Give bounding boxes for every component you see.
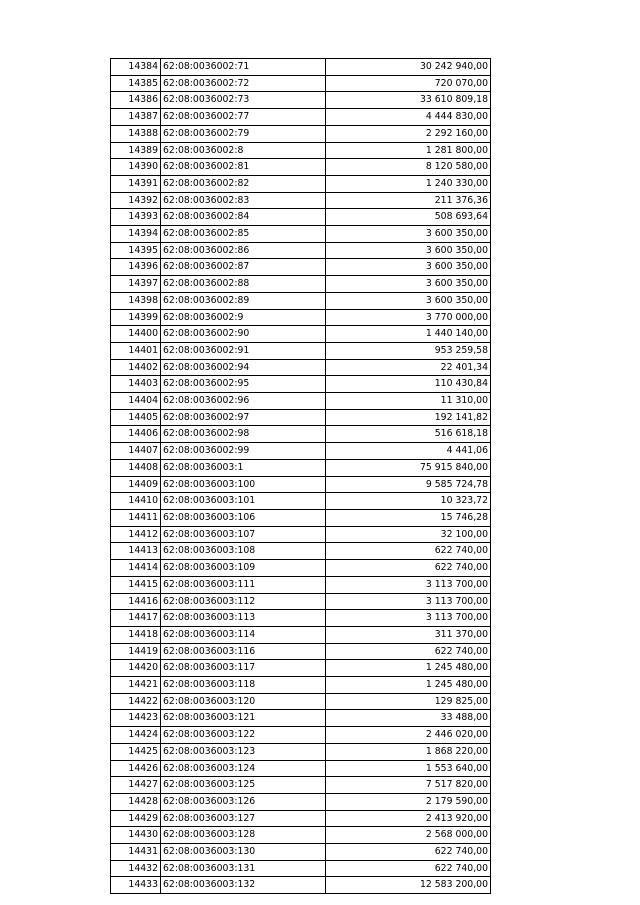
table-row [111,326,491,343]
row-number-cell: 14416 [111,593,161,610]
value-cell: 22 401,34 [326,359,491,376]
cadastral-number-cell: 62:08:0036002:84 [161,209,326,226]
row-number-cell: 14395 [111,242,161,259]
table-row [111,693,491,710]
value-cell: 622 740,00 [326,560,491,577]
row-number-cell: 14389 [111,142,161,159]
cadastral-number-cell: 62:08:0036002:72 [161,75,326,92]
row-number-cell: 14432 [111,860,161,877]
value-cell: 622 740,00 [326,543,491,560]
cadastral-number-cell: 62:08:0036003:126 [161,793,326,810]
table-row [111,626,491,643]
row-number-cell: 14417 [111,610,161,627]
row-number-cell: 14390 [111,159,161,176]
cadastral-number-cell: 62:08:0036003:120 [161,693,326,710]
cadastral-number-cell: 62:08:0036002:71 [161,59,326,76]
row-number-cell: 14431 [111,844,161,861]
cadastral-number-cell: 62:08:0036003:113 [161,610,326,627]
cadastral-number-cell: 62:08:0036002:73 [161,92,326,109]
table-body [111,59,491,894]
table-row [111,660,491,677]
row-number-cell: 14397 [111,276,161,293]
value-cell: 2 413 920,00 [326,810,491,827]
row-number-cell: 14408 [111,459,161,476]
row-number-cell: 14415 [111,576,161,593]
table-row [111,242,491,259]
value-cell: 2 292 160,00 [326,125,491,142]
value-cell: 3 600 350,00 [326,292,491,309]
table-row [111,509,491,526]
row-number-cell: 14419 [111,643,161,660]
cadastral-number-cell: 62:08:0036002:97 [161,409,326,426]
value-cell: 3 600 350,00 [326,259,491,276]
value-cell: 11 310,00 [326,393,491,410]
row-number-cell: 14391 [111,175,161,192]
table-row [111,743,491,760]
value-cell: 1 240 330,00 [326,175,491,192]
row-number-cell: 14386 [111,92,161,109]
row-number-cell: 14398 [111,292,161,309]
table-row [111,493,491,510]
cadastral-number-cell: 62:08:0036003:130 [161,844,326,861]
row-number-cell: 14428 [111,793,161,810]
table-row [111,543,491,560]
row-number-cell: 14400 [111,326,161,343]
row-number-cell: 14426 [111,760,161,777]
row-number-cell: 14418 [111,626,161,643]
value-cell: 508 693,64 [326,209,491,226]
row-number-cell: 14409 [111,476,161,493]
cadastral-number-cell: 62:08:0036003:117 [161,660,326,677]
table-row [111,359,491,376]
value-cell: 7 517 820,00 [326,777,491,794]
table-row [111,560,491,577]
cadastral-number-cell: 62:08:0036002:94 [161,359,326,376]
row-number-cell: 14411 [111,509,161,526]
cadastral-number-cell: 62:08:0036003:123 [161,743,326,760]
cadastral-number-cell: 62:08:0036002:90 [161,326,326,343]
row-number-cell: 14427 [111,777,161,794]
table-row [111,526,491,543]
value-cell: 12 583 200,00 [326,877,491,894]
value-cell: 3 113 700,00 [326,610,491,627]
table-row [111,860,491,877]
cadastral-number-cell: 62:08:0036002:81 [161,159,326,176]
table-row [111,710,491,727]
cadastral-number-cell: 62:08:0036003:118 [161,677,326,694]
value-cell: 3 600 350,00 [326,226,491,243]
value-cell: 8 120 580,00 [326,159,491,176]
cadastral-number-cell: 62:08:0036003:132 [161,877,326,894]
row-number-cell: 14420 [111,660,161,677]
cadastral-number-cell: 62:08:0036002:98 [161,426,326,443]
table-row [111,727,491,744]
table-row [111,793,491,810]
table-row [111,476,491,493]
value-cell: 32 100,00 [326,526,491,543]
value-cell: 33 488,00 [326,710,491,727]
row-number-cell: 14406 [111,426,161,443]
value-cell: 3 600 350,00 [326,276,491,293]
row-number-cell: 14402 [111,359,161,376]
value-cell: 953 259,58 [326,342,491,359]
value-cell: 15 746,28 [326,509,491,526]
row-number-cell: 14393 [111,209,161,226]
table-row [111,226,491,243]
value-cell: 3 113 700,00 [326,593,491,610]
cadastral-number-cell: 62:08:0036002:96 [161,393,326,410]
value-cell: 720 070,00 [326,75,491,92]
table-row [111,393,491,410]
cadastral-number-cell: 62:08:0036003:127 [161,810,326,827]
table-row [111,92,491,109]
value-cell: 1 868 220,00 [326,743,491,760]
row-number-cell: 14422 [111,693,161,710]
value-cell: 9 585 724,78 [326,476,491,493]
table-row [111,309,491,326]
value-cell: 1 245 480,00 [326,677,491,694]
value-cell: 192 141,82 [326,409,491,426]
value-cell: 1 553 640,00 [326,760,491,777]
cadastral-number-cell: 62:08:0036003:107 [161,526,326,543]
value-cell: 2 179 590,00 [326,793,491,810]
table-row [111,292,491,309]
row-number-cell: 14423 [111,710,161,727]
table-row [111,59,491,76]
row-number-cell: 14410 [111,493,161,510]
cadastral-number-cell: 62:08:0036002:89 [161,292,326,309]
cadastral-number-cell: 62:08:0036002:8 [161,142,326,159]
cadastral-number-cell: 62:08:0036002:82 [161,175,326,192]
table-row [111,426,491,443]
value-cell: 3 113 700,00 [326,576,491,593]
value-cell: 129 825,00 [326,693,491,710]
row-number-cell: 14430 [111,827,161,844]
value-cell: 311 370,00 [326,626,491,643]
table-row [111,175,491,192]
table-row [111,376,491,393]
value-cell: 33 610 809,18 [326,92,491,109]
row-number-cell: 14421 [111,677,161,694]
row-number-cell: 14429 [111,810,161,827]
cadastral-number-cell: 62:08:0036003:111 [161,576,326,593]
row-number-cell: 14396 [111,259,161,276]
table-row [111,810,491,827]
table-row [111,610,491,627]
value-cell: 516 618,18 [326,426,491,443]
table-row [111,142,491,159]
cadastral-number-cell: 62:08:0036003:121 [161,710,326,727]
value-cell: 2 568 000,00 [326,827,491,844]
value-cell: 10 323,72 [326,493,491,510]
table-row [111,593,491,610]
cadastral-number-cell: 62:08:0036003:116 [161,643,326,660]
value-cell: 211 376,36 [326,192,491,209]
row-number-cell: 14404 [111,393,161,410]
value-cell: 622 740,00 [326,643,491,660]
row-number-cell: 14407 [111,443,161,460]
table-row [111,276,491,293]
table-row [111,827,491,844]
table-row [111,259,491,276]
cadastral-number-cell: 62:08:0036002:77 [161,109,326,126]
cadastral-number-cell: 62:08:0036003:125 [161,777,326,794]
table-row [111,209,491,226]
table-row [111,844,491,861]
value-cell: 3 770 000,00 [326,309,491,326]
cadastral-number-cell: 62:08:0036003:114 [161,626,326,643]
table-row [111,342,491,359]
row-number-cell: 14392 [111,192,161,209]
cadastral-number-cell: 62:08:0036003:1 [161,459,326,476]
value-cell: 4 444 830,00 [326,109,491,126]
cadastral-number-cell: 62:08:0036003:124 [161,760,326,777]
cadastral-number-cell: 62:08:0036002:99 [161,443,326,460]
value-cell: 30 242 940,00 [326,59,491,76]
table-row [111,75,491,92]
cadastral-value-table [110,58,491,894]
row-number-cell: 14433 [111,877,161,894]
value-cell: 1 281 800,00 [326,142,491,159]
table-row [111,159,491,176]
table-row [111,459,491,476]
value-cell: 1 245 480,00 [326,660,491,677]
table-row [111,443,491,460]
table-row [111,192,491,209]
cadastral-number-cell: 62:08:0036003:109 [161,560,326,577]
row-number-cell: 14425 [111,743,161,760]
cadastral-number-cell: 62:08:0036003:112 [161,593,326,610]
value-cell: 75 915 840,00 [326,459,491,476]
cadastral-number-cell: 62:08:0036003:131 [161,860,326,877]
table-row [111,109,491,126]
table-row [111,125,491,142]
row-number-cell: 14399 [111,309,161,326]
row-number-cell: 14388 [111,125,161,142]
row-number-cell: 14387 [111,109,161,126]
table-row [111,677,491,694]
row-number-cell: 14412 [111,526,161,543]
cadastral-number-cell: 62:08:0036003:122 [161,727,326,744]
value-cell: 2 446 020,00 [326,727,491,744]
table-row [111,777,491,794]
table-row [111,760,491,777]
cadastral-number-cell: 62:08:0036003:106 [161,509,326,526]
cadastral-number-cell: 62:08:0036002:85 [161,226,326,243]
value-cell: 622 740,00 [326,860,491,877]
row-number-cell: 14394 [111,226,161,243]
cadastral-number-cell: 62:08:0036002:79 [161,125,326,142]
value-cell: 3 600 350,00 [326,242,491,259]
cadastral-number-cell: 62:08:0036003:100 [161,476,326,493]
cadastral-number-cell: 62:08:0036003:108 [161,543,326,560]
table-row [111,409,491,426]
value-cell: 622 740,00 [326,844,491,861]
value-cell: 110 430,84 [326,376,491,393]
value-cell: 1 440 140,00 [326,326,491,343]
cadastral-number-cell: 62:08:0036002:86 [161,242,326,259]
row-number-cell: 14384 [111,59,161,76]
table-row [111,877,491,894]
cadastral-number-cell: 62:08:0036002:83 [161,192,326,209]
row-number-cell: 14414 [111,560,161,577]
row-number-cell: 14403 [111,376,161,393]
cadastral-number-cell: 62:08:0036002:95 [161,376,326,393]
table-row [111,643,491,660]
cadastral-number-cell: 62:08:0036002:88 [161,276,326,293]
cadastral-number-cell: 62:08:0036003:101 [161,493,326,510]
cadastral-number-cell: 62:08:0036002:87 [161,259,326,276]
row-number-cell: 14413 [111,543,161,560]
cadastral-number-cell: 62:08:0036003:128 [161,827,326,844]
cadastral-number-cell: 62:08:0036002:9 [161,309,326,326]
row-number-cell: 14405 [111,409,161,426]
value-cell: 4 441,06 [326,443,491,460]
table-row [111,576,491,593]
cadastral-number-cell: 62:08:0036002:91 [161,342,326,359]
row-number-cell: 14401 [111,342,161,359]
row-number-cell: 14385 [111,75,161,92]
row-number-cell: 14424 [111,727,161,744]
